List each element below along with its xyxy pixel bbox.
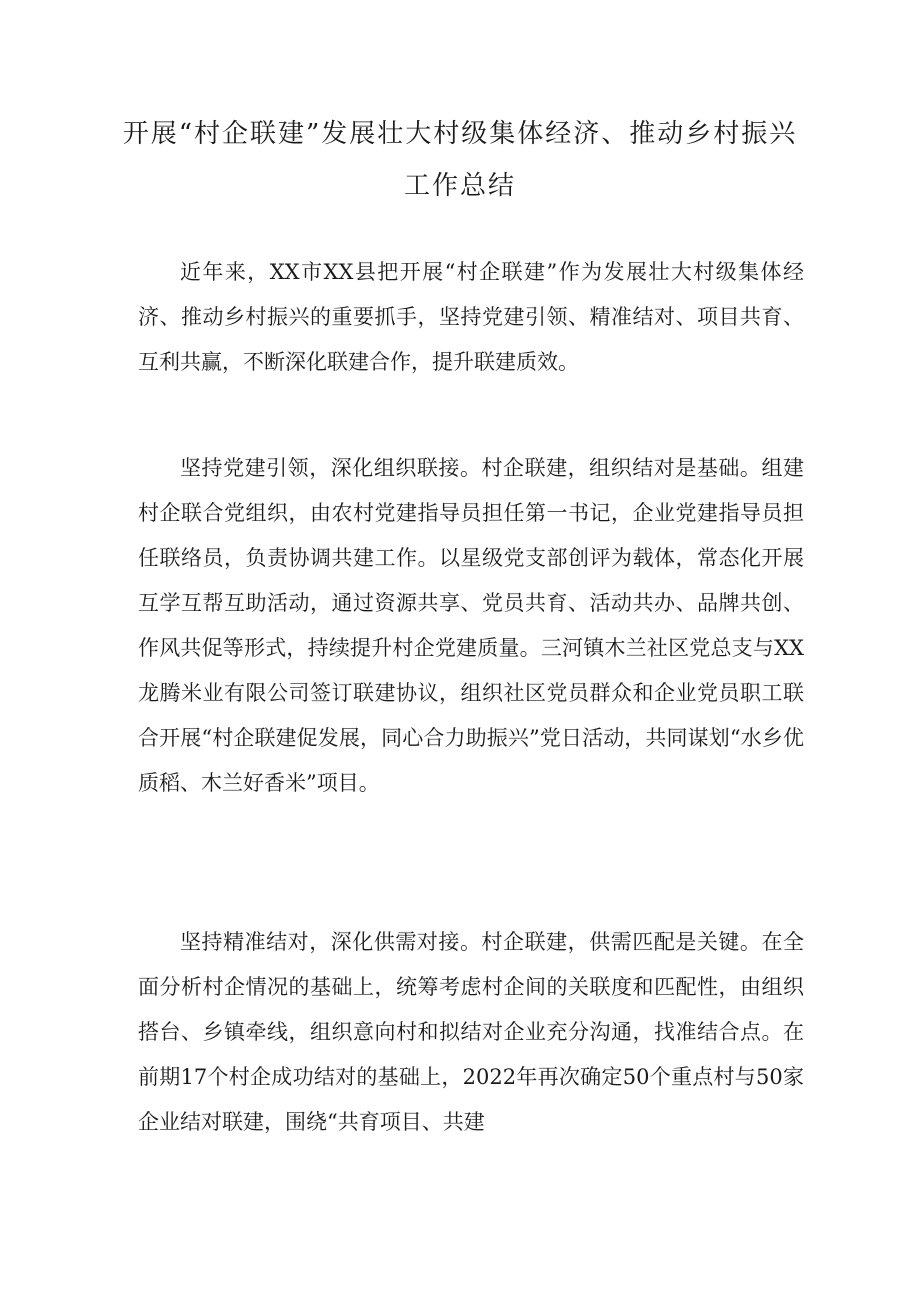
paragraph-precise-pairing: 坚持精准结对，深化供需对接。村企联建，供需匹配是关键。在全面分析村企情况的基础上，统筹考虑村企间的关联度和匹配性，由组织搭台、乡镇牵线，组织意向村和拟结对企业充分沟通，找准结合点。在前期17个村企成功结对的基础上，2022年再次确定50个重点村与50家企业结对联建，围绕“共育项目、共建 [138, 930, 804, 1134]
paragraph-party-leadership: 坚持党建引领，深化组织联接。村企联建，组织结对是基础。组建村企联合党组织，由农村党建指导员担任第一书记，企业党建指导员担任联络员，负责协调共建工作。以星级党支部创评为载体，常态化开展互学互帮互助活动，通过资源共享、党员共育、活动共办、品牌共创、作风共促等形式，持续提升村企党建质量。三河镇木兰社区党总支与XX龙腾米业有限公司签订联建协议，组织社区党员群众和企业党员职工联合开展“村企联建促发展，同心合力助振兴”党日活动，共同谋划“水乡优质稻、木兰好香米”项目。 [138, 456, 804, 795]
paragraph-intro: 近年来，XX市XX县把开展“村企联建”作为发展壮大村级集体经济、推动乡村振兴的重要抓手，坚持党建引领、精准结对、项目共育、互利共赢，不断深化联建合作，提升联建质效。 [138, 260, 804, 374]
document-title: 开展“村企联建”发展壮大村级集体经济、推动乡村振兴工作总结 [122, 119, 798, 201]
